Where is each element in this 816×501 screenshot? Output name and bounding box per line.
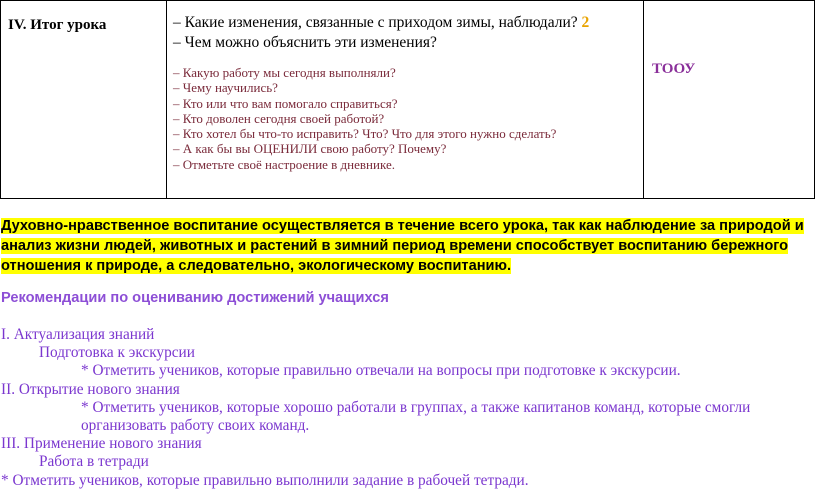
list-item: – Кто или что вам помогало справиться? bbox=[173, 95, 398, 111]
stage-cell bbox=[1, 1, 167, 199]
main-question-1-text: – Какие изменения, связанные с приходом зимы, наблюдали? bbox=[173, 14, 578, 31]
questions-cell bbox=[167, 1, 644, 199]
question-number: 2 bbox=[581, 14, 590, 31]
list-item: * Отметить учеников, которые хорошо работали в группах, а также капитанов команд, которые смогли bbox=[81, 398, 751, 416]
recommendations-list bbox=[1, 326, 811, 490]
list-item: – Отметьте своё настроение в дневнике. bbox=[173, 156, 395, 172]
section-heading: III. Применение нового знания bbox=[1, 435, 202, 453]
section-heading: I. Актуализация знаний bbox=[1, 326, 155, 343]
toou-label: ТООУ bbox=[652, 61, 696, 77]
list-item-continuation: организовать работу своих команд. bbox=[81, 417, 310, 435]
section-subheading: Подготовка к экскурсии bbox=[39, 344, 195, 362]
tag-cell bbox=[644, 1, 815, 199]
reflection-questions bbox=[173, 65, 643, 172]
lesson-stage-table bbox=[0, 0, 815, 199]
table-row bbox=[1, 1, 815, 199]
list-item: * Отметить учеников, которые правильно выполнили задание в рабочей тетради. bbox=[1, 471, 529, 489]
highlighted-note bbox=[1, 216, 811, 276]
stage-title: IV. Итог урока bbox=[8, 17, 107, 33]
recommendations-title: Рекомендации по оцениванию достижений учащихся bbox=[1, 290, 389, 306]
main-question-1 bbox=[173, 13, 643, 33]
section-subheading: Работа в тетради bbox=[39, 453, 149, 471]
section-heading: II. Открытие нового знания bbox=[1, 380, 180, 398]
list-item: – Кто доволен сегодня своей работой? bbox=[173, 110, 385, 126]
list-item: – Чему научились? bbox=[173, 80, 278, 96]
list-item: * Отметить учеников, которые правильно отвечали на вопросы при подготовке к экскурсии. bbox=[81, 362, 681, 380]
note-text: Духовно-нравственное воспитание осуществляется в течение всего урока, так как наблюдение за природой и анализ жизни людей, животных и растений в зимний период времени способствует воспитанию бережного отношения к природе, а следовательно, экологическому воспитанию. bbox=[1, 218, 804, 274]
main-questions bbox=[167, 1, 643, 172]
list-item: – Кто хотел бы что-то исправить? Что? Что для этого нужно сделать? bbox=[173, 126, 557, 142]
main-question-2: – Чем можно объяснить эти изменения? bbox=[173, 34, 437, 51]
list-item: – А как бы вы ОЦЕНИЛИ свою работу? Почему? bbox=[173, 141, 447, 157]
list-item: – Какую работу мы сегодня выполняли? bbox=[173, 65, 396, 80]
